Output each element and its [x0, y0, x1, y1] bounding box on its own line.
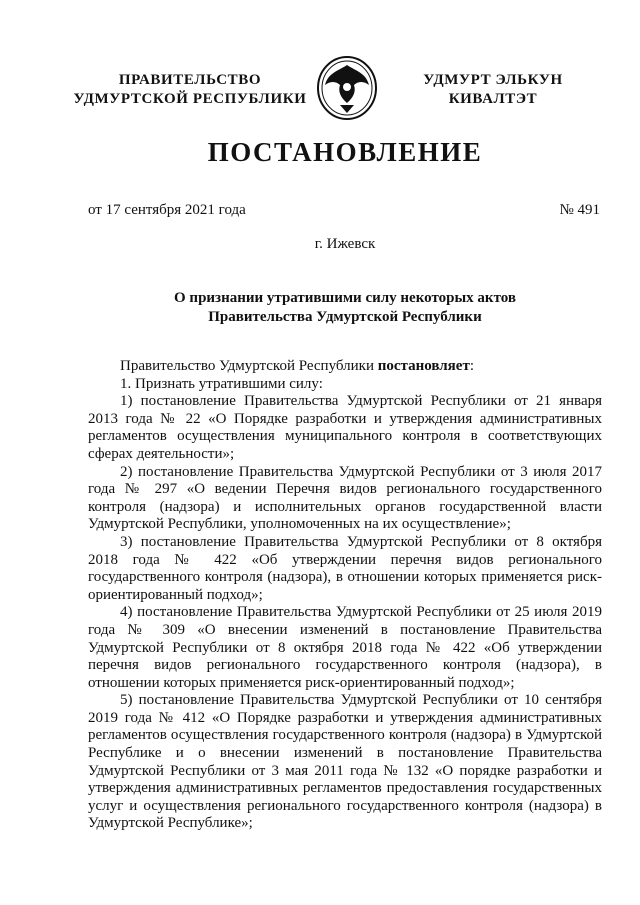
sub-item-3: 3) постановление Правительства Удмуртской Республики от 8 октября 2018 года № 422 «Об утверждении перечня видов регионального государственного контроля (надзора), в отношении которых применяется риск-ориентированный подход»; — [88, 533, 602, 603]
sub-item-5: 5) постановление Правительства Удмуртской Республики от 10 сентября 2019 года № 412 «О Порядке разработки и утверждения административных регламентов осуществления государственного контроля (надзора) в Удмуртской Республике и о внесении изменений в постановление Правительства Удмуртской Республики от 3 мая 2011 года № 132 «О порядке разработки и утверждения административных регламентов предоставления государственных услуг и осуществления регионального государственного контроля (надзора) в Удмуртской Республике»; — [88, 692, 602, 832]
document-number: № 491 — [559, 202, 600, 218]
header-left — [70, 71, 310, 109]
intro-suffix: : — [469, 358, 474, 374]
header-left-line1: ПРАВИТЕЛЬСТВО — [118, 72, 262, 88]
sub-item-2: 2) постановление Правительства Удмуртской Республики от 3 июля 2017 года № 297 «О ведении Перечня видов регионального государственного контроля (надзора) и исполнительных органов государственной власти Удмуртской Республики, уполномоченных на их осуществление»; — [88, 463, 602, 533]
intro-bold: постановляет — [377, 358, 470, 374]
header-right-line1: УДМУРТ ЭЛЬКУН — [423, 72, 563, 88]
sub-item-4: 4) постановление Правительства Удмуртской Республики от 25 июля 2019 года № 309 «О внесении изменений в постановление Правительства Удмуртской Республики от 8 октября 2018 года № 422 «Об утверждении перечня видов регионального государственного контроля (надзора), в отношении которых применяется риск-ориентированный подход»; — [88, 604, 602, 691]
header-right — [398, 71, 588, 109]
udmurtia-coat-of-arms-icon — [316, 55, 378, 121]
document-city: г. Ижевск — [314, 236, 376, 252]
subject-line1: О признании утратившими силу некоторых актов — [174, 290, 516, 306]
subject-line2: Правительства Удмуртской Республики — [208, 309, 482, 325]
header-right-line2: КИВАЛТЭТ — [448, 91, 538, 107]
document-type-title: ПОСТАНОВЛЕНИЕ — [207, 137, 483, 167]
intro-prefix: Правительство Удмуртской Республики — [120, 358, 378, 374]
item-1: 1. Признать утратившими силу: — [120, 375, 323, 392]
document-date: от 17 сентября 2021 года — [88, 202, 246, 218]
intro-paragraph — [88, 358, 602, 376]
header-left-line2: УДМУРТСКОЙ РЕСПУБЛИКИ — [73, 91, 307, 107]
document-subject — [0, 289, 640, 327]
sub-item-1: 1) постановление Правительства Удмуртской Республики от 21 января 2013 года № 22 «О Порядке разработки и утверждения административных регламентов осуществления муниципального контроля в соответствующих сферах деятельности»; — [88, 393, 602, 462]
document-body — [88, 358, 602, 833]
